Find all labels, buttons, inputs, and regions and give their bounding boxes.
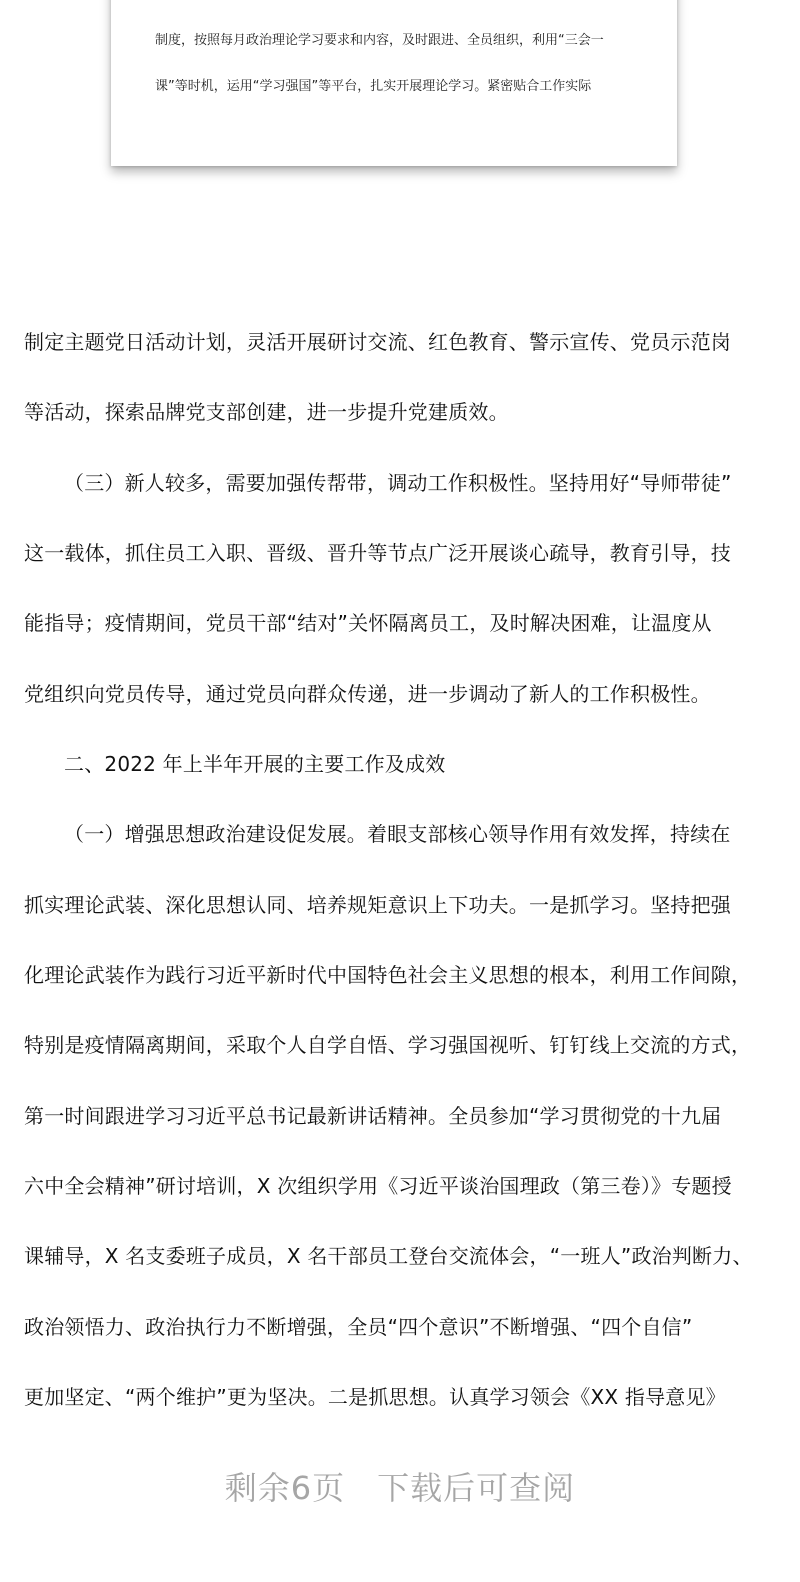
download-prompt[interactable] [0,1468,800,1508]
body-line: 政治领悟力、政治执行力不断增强，全员“四个意识”不断增强、“四个自信” [24,1315,693,1339]
preview-line: 制度，按照每月政治理论学习要求和内容，及时跟进、全员组织，利用“三会一 [155,33,604,48]
body-line: 化理论武装作为践行习近平新时代中国特色社会主义思想的根本，利用工作间隙， [24,963,752,987]
body-line: 制定主题党日活动计划，灵活开展研讨交流、红色教育、警示宣传、党员示范岗 [24,330,731,354]
download-to-view-label: 下载后可查阅 [377,1469,576,1507]
body-line: （一）增强思想政治建设促发展。着眼支部核心领导作用有效发挥，持续在 [64,822,731,846]
body-line: 党组织向党员传导，通过党员向群众传递，进一步调动了新人的工作积极性。 [24,682,711,706]
page-preview-card [111,0,677,166]
body-line: 这一载体，抓住员工入职、晋级、晋升等节点广泛开展谈心疏导，教育引导，技 [24,541,731,565]
body-line: 等活动，探索品牌党支部创建，进一步提升党建质效。 [24,400,509,424]
body-line: 六中全会精神”研讨培训，X 次组织学用《习近平谈治国理政（第三卷）》专题授 [24,1174,732,1198]
body-line: 课辅导，X 名支委班子成员，X 名干部员工登台交流体会，“一班人”政治判断力、 [24,1244,753,1268]
body-line: 更加坚定、“两个维护”更为坚决。二是抓思想。认真学习领会《XX 指导意见》 [24,1385,726,1409]
preview-line: 课”等时机，运用“学习强国”等平台，扎实开展理论学习。紧密贴合工作实际 [155,79,592,94]
section-heading: 二、2022 年上半年开展的主要工作及成效 [64,752,446,776]
body-line: （三）新人较多，需要加强传帮带，调动工作积极性。坚持用好“导师带徒” [64,471,732,495]
remaining-pages-label: 剩余6页 [224,1469,346,1507]
body-line: 特别是疫情隔离期间，采取个人自学自悟、学习强国视听、钉钉线上交流的方式， [24,1033,752,1057]
body-line: 抓实理论武装、深化思想认同、培养规矩意识上下功夫。一是抓学习。坚持把强 [24,893,731,917]
body-line: 能指导；疫情期间，党员干部“结对”关怀隔离员工，及时解决困难，让温度从 [24,611,712,635]
body-line: 第一时间跟进学习习近平总书记最新讲话精神。全员参加“学习贯彻党的十九届 [24,1104,722,1128]
